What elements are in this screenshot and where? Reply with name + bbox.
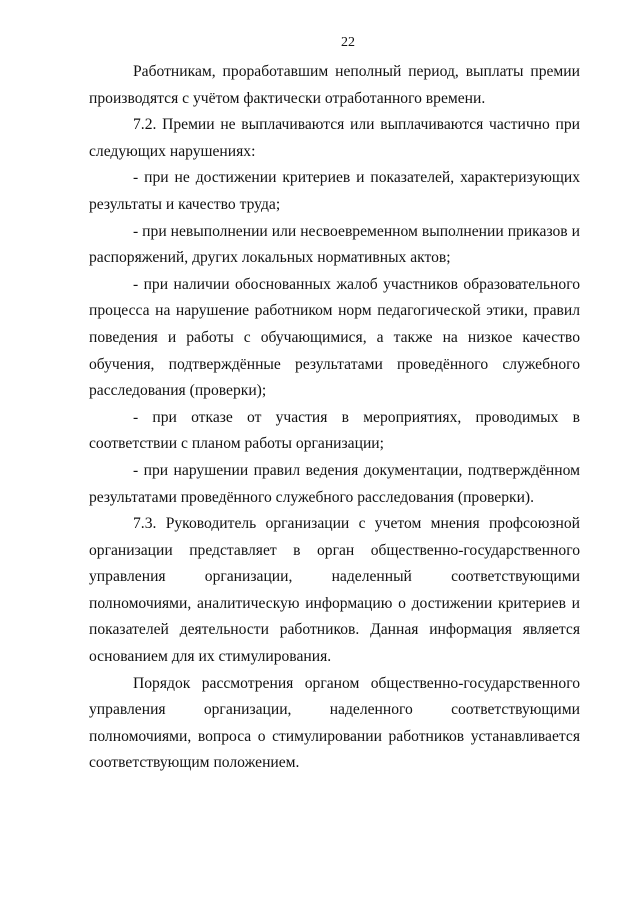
paragraph-violation-orders: - при невыполнении или несвоевременном выполнении приказов и распоряжений, других локальных нормативных актов; [89, 222, 580, 267]
page-number: 22 [341, 35, 355, 50]
paragraph-7-2-heading: 7.2. Премии не выплачиваются или выплачиваются частично при следующих нарушениях: [89, 116, 580, 160]
paragraph-violation-criteria: - при не достижении критериев и показателей, характеризующих результаты и качество труда; [89, 169, 580, 213]
paragraph-violation-events: - при отказе от участия в мероприятиях, проводимых в соответствии с планом работы организации; [89, 408, 580, 453]
document-body [89, 59, 580, 777]
paragraph-procedure: Порядок рассмотрения органом общественно-государственного управления организации, наделенного соответствующими полномочиями, вопроса о стимулировании работников устанавливается соответствующим положением. [89, 674, 580, 772]
paragraph-violation-complaints: - при наличии обоснованных жалоб участников образовательного процесса на нарушение работником норм педагогической этики, правил поведения и работы с обучающимися, а также на низкое качество обучения, подтверждённые результатами проведённого служебного расследования (проверки); [89, 275, 580, 400]
paragraph-7-3: 7.3. Руководитель организации с учетом мнения профсоюзной организации представляет в орган общественно-государственного управления организации, наделенный соответствующими полномочиями, аналитическую информацию о достижении критериев и показателей деятельности работников. Данная информация является основанием для их стимулирования. [89, 515, 580, 666]
paragraph-violation-documentation: - при нарушении правил ведения документации, подтверждённом результатами проведённого служебного расследования (проверки). [89, 461, 580, 506]
paragraph-partial-period: Работникам, проработавшим неполный период, выплаты премии производятся с учётом фактически отработанного времени. [89, 63, 580, 107]
